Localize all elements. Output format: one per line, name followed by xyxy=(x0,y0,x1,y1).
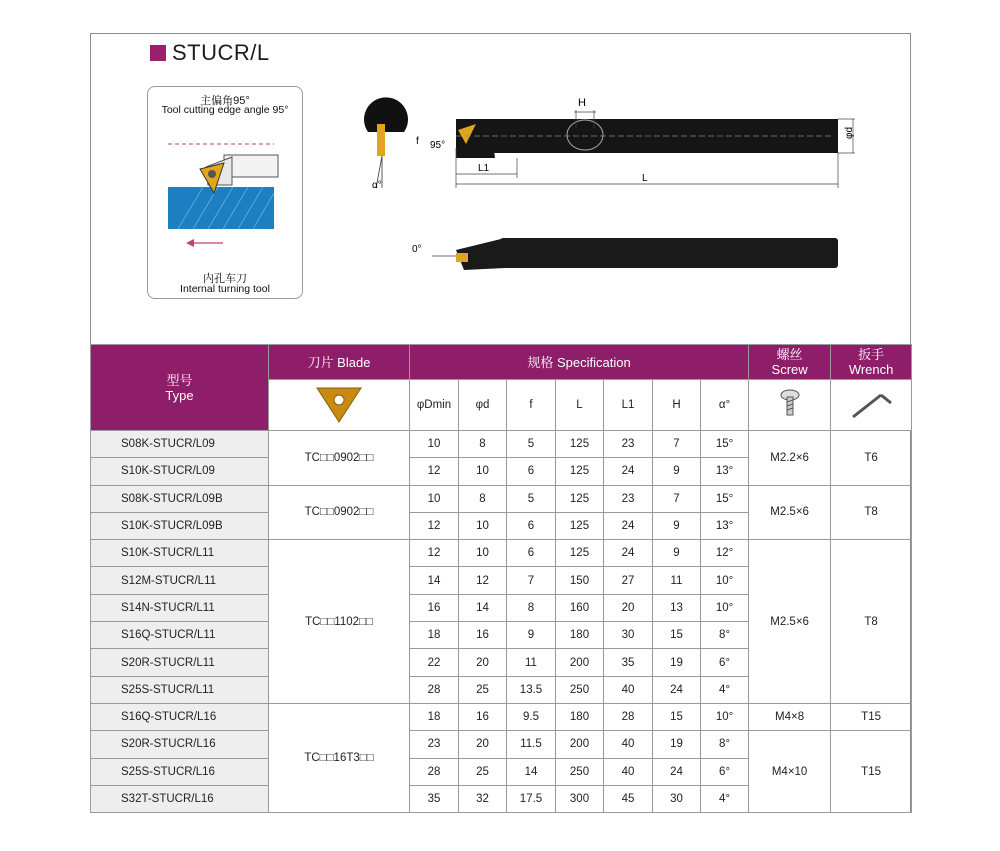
type-cell: S25S-STUCR/L16 xyxy=(91,758,269,785)
spec-cell-d: 8 xyxy=(459,431,507,458)
spec-cell-l1: 28 xyxy=(604,703,653,730)
spec-cell-d: 20 xyxy=(459,731,507,758)
table-row xyxy=(91,431,912,458)
spec-cell-dmin: 28 xyxy=(410,676,459,703)
type-cell: S25S-STUCR/L11 xyxy=(91,676,269,703)
angle95-label: 95° xyxy=(430,140,446,151)
spec-cell-dmin: 22 xyxy=(410,649,459,676)
table-row xyxy=(91,703,912,730)
end-view xyxy=(364,97,408,132)
spec-cell-l1: 35 xyxy=(604,649,653,676)
spec-cell-h: 7 xyxy=(653,485,701,512)
spec-cell-f: 9.5 xyxy=(507,703,556,730)
col-h: H xyxy=(653,380,701,431)
table-row xyxy=(91,540,912,567)
spec-cell-h: 11 xyxy=(653,567,701,594)
spec-cell-dmin: 12 xyxy=(410,512,459,539)
spec-cell-f: 17.5 xyxy=(507,785,556,812)
spec-cell-a: 10° xyxy=(701,567,749,594)
spec-cell-a: 13° xyxy=(701,512,749,539)
spec-cell-dmin: 23 xyxy=(410,731,459,758)
spec-cell-d: 10 xyxy=(459,458,507,485)
type-cell: S12M-STUCR/L11 xyxy=(91,567,269,594)
spec-cell-l: 125 xyxy=(556,512,604,539)
spec-cell-h: 19 xyxy=(653,731,701,758)
spec-cell-dmin: 16 xyxy=(410,594,459,621)
spec-cell-l1: 23 xyxy=(604,485,653,512)
type-cell: S08K-STUCR/L09 xyxy=(91,431,269,458)
spec-cell-d: 8 xyxy=(459,485,507,512)
tool-label-cn: 内孔车刀 xyxy=(203,273,247,285)
spec-cell-l: 125 xyxy=(556,540,604,567)
wrench-image-cell xyxy=(831,380,912,431)
phid-label: φd xyxy=(844,126,855,139)
spec-cell-d: 32 xyxy=(459,785,507,812)
spec-cell-dmin: 12 xyxy=(410,540,459,567)
spec-cell-d: 16 xyxy=(459,703,507,730)
wrench-cell: T8 xyxy=(831,485,912,540)
tool-label-en: Internal turning tool xyxy=(180,283,270,295)
blade-cell: TC□□0902□□ xyxy=(269,485,410,540)
table-row xyxy=(91,731,912,758)
title-block xyxy=(150,40,270,66)
spec-cell-dmin: 10 xyxy=(410,431,459,458)
spec-cell-h: 9 xyxy=(653,458,701,485)
spec-cell-l1: 24 xyxy=(604,512,653,539)
type-cell: S08K-STUCR/L09B xyxy=(91,485,269,512)
spec-cell-h: 19 xyxy=(653,649,701,676)
wrench-cell: T8 xyxy=(831,540,912,704)
spec-cell-dmin: 35 xyxy=(410,785,459,812)
spec-cell-l: 160 xyxy=(556,594,604,621)
spec-cell-f: 11 xyxy=(507,649,556,676)
spec-cell-l: 180 xyxy=(556,622,604,649)
spec-cell-h: 13 xyxy=(653,594,701,621)
spec-cell-a: 13° xyxy=(701,458,749,485)
spec-cell-l: 250 xyxy=(556,758,604,785)
type-cell: S32T-STUCR/L16 xyxy=(91,785,269,812)
type-cell: S14N-STUCR/L11 xyxy=(91,594,269,621)
spec-cell-l1: 40 xyxy=(604,676,653,703)
screw-cell: M4×10 xyxy=(749,731,831,813)
type-cell: S20R-STUCR/L11 xyxy=(91,649,269,676)
spec-cell-f: 7 xyxy=(507,567,556,594)
spec-cell-l1: 40 xyxy=(604,731,653,758)
wrench-header: 扳手 Wrench xyxy=(831,345,912,380)
spec-cell-h: 15 xyxy=(653,703,701,730)
spec-cell-f: 9 xyxy=(507,622,556,649)
spec-cell-a: 15° xyxy=(701,485,749,512)
wrench-cell: T15 xyxy=(831,703,912,730)
spec-cell-a: 8° xyxy=(701,731,749,758)
table-row xyxy=(91,485,912,512)
spec-cell-l: 250 xyxy=(556,676,604,703)
illustration-box xyxy=(147,86,303,299)
spec-cell-dmin: 14 xyxy=(410,567,459,594)
spec-table xyxy=(90,344,912,813)
spec-cell-l1: 24 xyxy=(604,458,653,485)
spec-cell-a: 15° xyxy=(701,431,749,458)
title-marker xyxy=(150,45,166,61)
spec-cell-f: 5 xyxy=(507,485,556,512)
screw-cell: M2.5×6 xyxy=(749,485,831,540)
col-d: φd xyxy=(459,380,507,431)
spec-cell-dmin: 18 xyxy=(410,703,459,730)
spec-cell-a: 12° xyxy=(701,540,749,567)
spec-cell-a: 10° xyxy=(701,703,749,730)
spec-cell-dmin: 28 xyxy=(410,758,459,785)
feed-arrow-icon xyxy=(186,239,194,247)
spec-cell-a: 4° xyxy=(701,676,749,703)
spec-cell-l1: 45 xyxy=(604,785,653,812)
spec-cell-l1: 27 xyxy=(604,567,653,594)
page-title: STUCR/L xyxy=(172,40,270,65)
spec-cell-a: 4° xyxy=(701,785,749,812)
wrench-cell: T15 xyxy=(831,731,912,813)
bottom-view-insert xyxy=(456,253,468,262)
col-dmin: φDmin xyxy=(410,380,459,431)
l-label: L xyxy=(642,173,648,184)
blade-header: 刀片 Blade xyxy=(269,345,410,380)
tool-drawing xyxy=(360,88,860,288)
spec-cell-l: 125 xyxy=(556,458,604,485)
blade-cell: TC□□1102□□ xyxy=(269,540,410,704)
spec-cell-a: 6° xyxy=(701,758,749,785)
spec-cell-f: 13.5 xyxy=(507,676,556,703)
spec-cell-a: 8° xyxy=(701,622,749,649)
spec-cell-h: 24 xyxy=(653,758,701,785)
spec-cell-h: 9 xyxy=(653,512,701,539)
spec-cell-f: 11.5 xyxy=(507,731,556,758)
h-label: H xyxy=(578,97,586,109)
spec-cell-l: 200 xyxy=(556,649,604,676)
alpha-label: α° xyxy=(372,180,382,191)
type-cell: S16Q-STUCR/L11 xyxy=(91,622,269,649)
spec-cell-l: 125 xyxy=(556,485,604,512)
blade-image-cell xyxy=(269,380,410,431)
spec-cell-h: 7 xyxy=(653,431,701,458)
angle-label-en: Tool cutting edge angle 95° xyxy=(161,104,289,116)
spec-cell-l: 200 xyxy=(556,731,604,758)
spec-cell-h: 15 xyxy=(653,622,701,649)
spec-header: 规格 Specification xyxy=(410,345,749,380)
type-cell: S20R-STUCR/L16 xyxy=(91,731,269,758)
spec-cell-a: 6° xyxy=(701,649,749,676)
col-l: L xyxy=(556,380,604,431)
spec-cell-f: 5 xyxy=(507,431,556,458)
spec-cell-l: 150 xyxy=(556,567,604,594)
screw-cell: M2.2×6 xyxy=(749,431,831,486)
spec-cell-d: 25 xyxy=(459,758,507,785)
spec-cell-a: 10° xyxy=(701,594,749,621)
screw-cell: M2.5×6 xyxy=(749,540,831,704)
col-alpha: α° xyxy=(701,380,749,431)
spec-cell-f: 6 xyxy=(507,540,556,567)
spec-cell-d: 16 xyxy=(459,622,507,649)
wrench-cell: T6 xyxy=(831,431,912,486)
spec-cell-dmin: 18 xyxy=(410,622,459,649)
cutting-illustration xyxy=(148,127,304,267)
angle-label-cn: 主偏角95° xyxy=(200,95,250,107)
spec-cell-l: 180 xyxy=(556,703,604,730)
screw-icon xyxy=(773,387,807,421)
triangle-insert-icon xyxy=(314,382,364,426)
spec-cell-l1: 24 xyxy=(604,540,653,567)
zero-angle-label: 0° xyxy=(412,244,422,255)
col-l1: L1 xyxy=(604,380,653,431)
spec-cell-f: 6 xyxy=(507,512,556,539)
spec-cell-l: 125 xyxy=(556,431,604,458)
blade-cell: TC□□0902□□ xyxy=(269,431,410,486)
spec-table-body xyxy=(91,431,912,813)
screw-image-cell xyxy=(749,380,831,431)
spec-cell-f: 6 xyxy=(507,458,556,485)
blade-cell: TC□□16T3□□ xyxy=(269,703,410,812)
spec-cell-f: 8 xyxy=(507,594,556,621)
spec-cell-h: 9 xyxy=(653,540,701,567)
spec-cell-d: 14 xyxy=(459,594,507,621)
spec-cell-l1: 23 xyxy=(604,431,653,458)
type-cell: S10K-STUCR/L09B xyxy=(91,512,269,539)
end-view-insert xyxy=(377,124,385,156)
spec-cell-l1: 20 xyxy=(604,594,653,621)
spec-cell-h: 24 xyxy=(653,676,701,703)
spec-cell-h: 30 xyxy=(653,785,701,812)
spec-cell-l1: 30 xyxy=(604,622,653,649)
spec-cell-l1: 40 xyxy=(604,758,653,785)
l1-label: L1 xyxy=(478,163,490,174)
type-header: 型号 Type xyxy=(91,345,269,431)
wrench-icon xyxy=(847,387,895,421)
col-f: f xyxy=(507,380,556,431)
type-cell: S16Q-STUCR/L16 xyxy=(91,703,269,730)
spec-cell-d: 25 xyxy=(459,676,507,703)
spec-cell-l: 300 xyxy=(556,785,604,812)
spec-cell-f: 14 xyxy=(507,758,556,785)
tool-bottom-view xyxy=(500,238,838,268)
type-cell: S10K-STUCR/L09 xyxy=(91,458,269,485)
screw-header: 螺丝 Screw xyxy=(749,345,831,380)
spec-cell-d: 20 xyxy=(459,649,507,676)
spec-cell-d: 10 xyxy=(459,512,507,539)
screw-cell: M4×8 xyxy=(749,703,831,730)
spec-cell-d: 10 xyxy=(459,540,507,567)
type-cell: S10K-STUCR/L11 xyxy=(91,540,269,567)
spec-cell-dmin: 10 xyxy=(410,485,459,512)
spec-cell-d: 12 xyxy=(459,567,507,594)
f-label: f xyxy=(416,136,419,147)
spec-cell-dmin: 12 xyxy=(410,458,459,485)
